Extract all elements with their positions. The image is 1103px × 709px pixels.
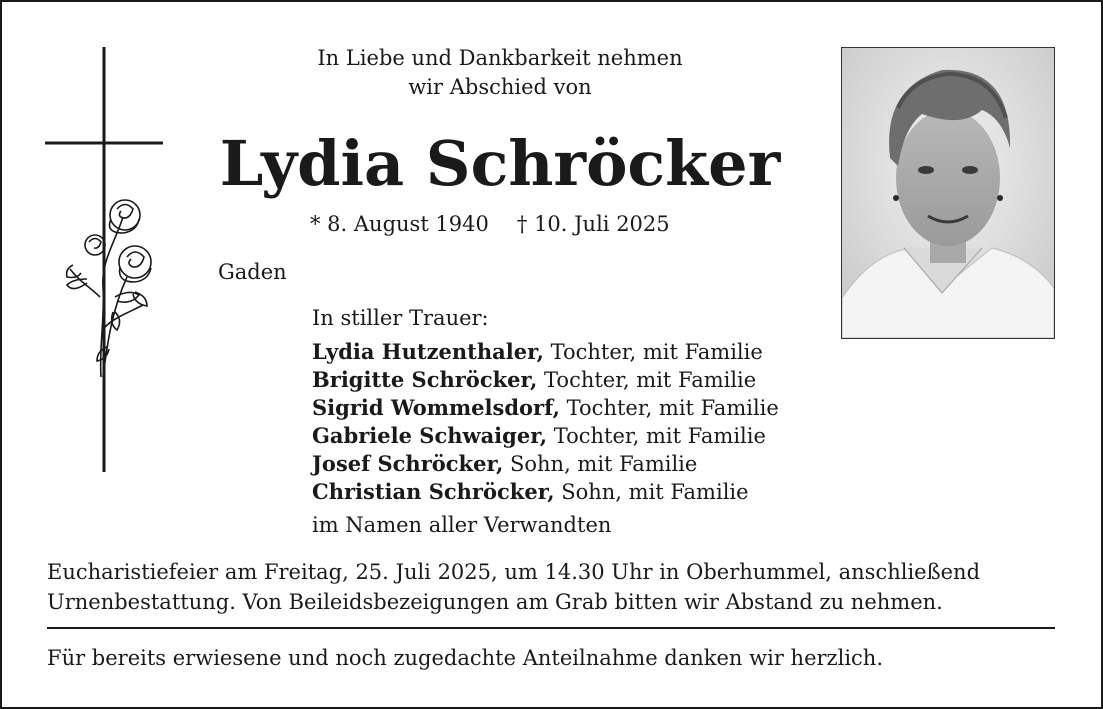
- mourner-name: Gabriele Schwaiger,: [312, 423, 548, 448]
- roses-icon: [67, 200, 151, 377]
- divider: [47, 627, 1055, 629]
- service-info: [47, 557, 980, 617]
- deceased-name: Lydia Schröcker: [219, 127, 781, 200]
- portrait-photo: [841, 47, 1055, 339]
- mourner-row: [312, 394, 779, 422]
- service-line-2: Urnenbestattung. Von Beileidsbezeigungen am Grab bitten wir Abstand zu nehmen.: [47, 590, 943, 614]
- intro-text: [200, 44, 800, 102]
- relatives-line: im Namen aller Verwandten: [312, 513, 612, 537]
- birth-date: * 8. August 1940: [310, 212, 489, 236]
- service-line-1: Eucharistiefeier am Freitag, 25. Juli 2025, um 14.30 Uhr in Oberhummel, anschließend: [47, 560, 981, 584]
- intro-line-2: wir Abschied von: [408, 75, 592, 99]
- mourner-row: [312, 422, 779, 450]
- mourner-relation: Tochter, mit Familie: [537, 368, 757, 392]
- mourner-name: Brigitte Schröcker,: [312, 367, 538, 392]
- mourner-name: Lydia Hutzenthaler,: [312, 339, 544, 364]
- portrait-image: [842, 48, 1054, 338]
- mourner-row: [312, 478, 779, 506]
- mourner-name: Josef Schröcker,: [312, 451, 504, 476]
- mourner-relation: Sohn, mit Familie: [554, 480, 749, 504]
- mourner-row: [312, 450, 779, 478]
- thanks-line: Für bereits erwiesene und noch zugedachte Anteilnahme danken wir herzlich.: [47, 646, 883, 670]
- mourners-list: [312, 338, 779, 506]
- trauer-heading: In stiller Trauer:: [312, 306, 489, 330]
- mourner-relation: Sohn, mit Familie: [503, 452, 698, 476]
- place: Gaden: [218, 260, 287, 284]
- cross-icon: [45, 47, 165, 472]
- mourner-relation: Tochter, mit Familie: [559, 396, 779, 420]
- mourner-relation: Tochter, mit Familie: [543, 340, 763, 364]
- mourner-relation: Tochter, mit Familie: [547, 424, 766, 448]
- mourner-row: [312, 366, 779, 394]
- life-dates: [310, 212, 670, 236]
- intro-line-1: In Liebe und Dankbarkeit nehmen: [317, 46, 683, 70]
- mourner-row: [312, 338, 779, 366]
- death-date: † 10. Juli 2025: [516, 212, 670, 236]
- mourner-name: Christian Schröcker,: [312, 479, 555, 504]
- mourner-name: Sigrid Wommelsdorf,: [312, 395, 560, 420]
